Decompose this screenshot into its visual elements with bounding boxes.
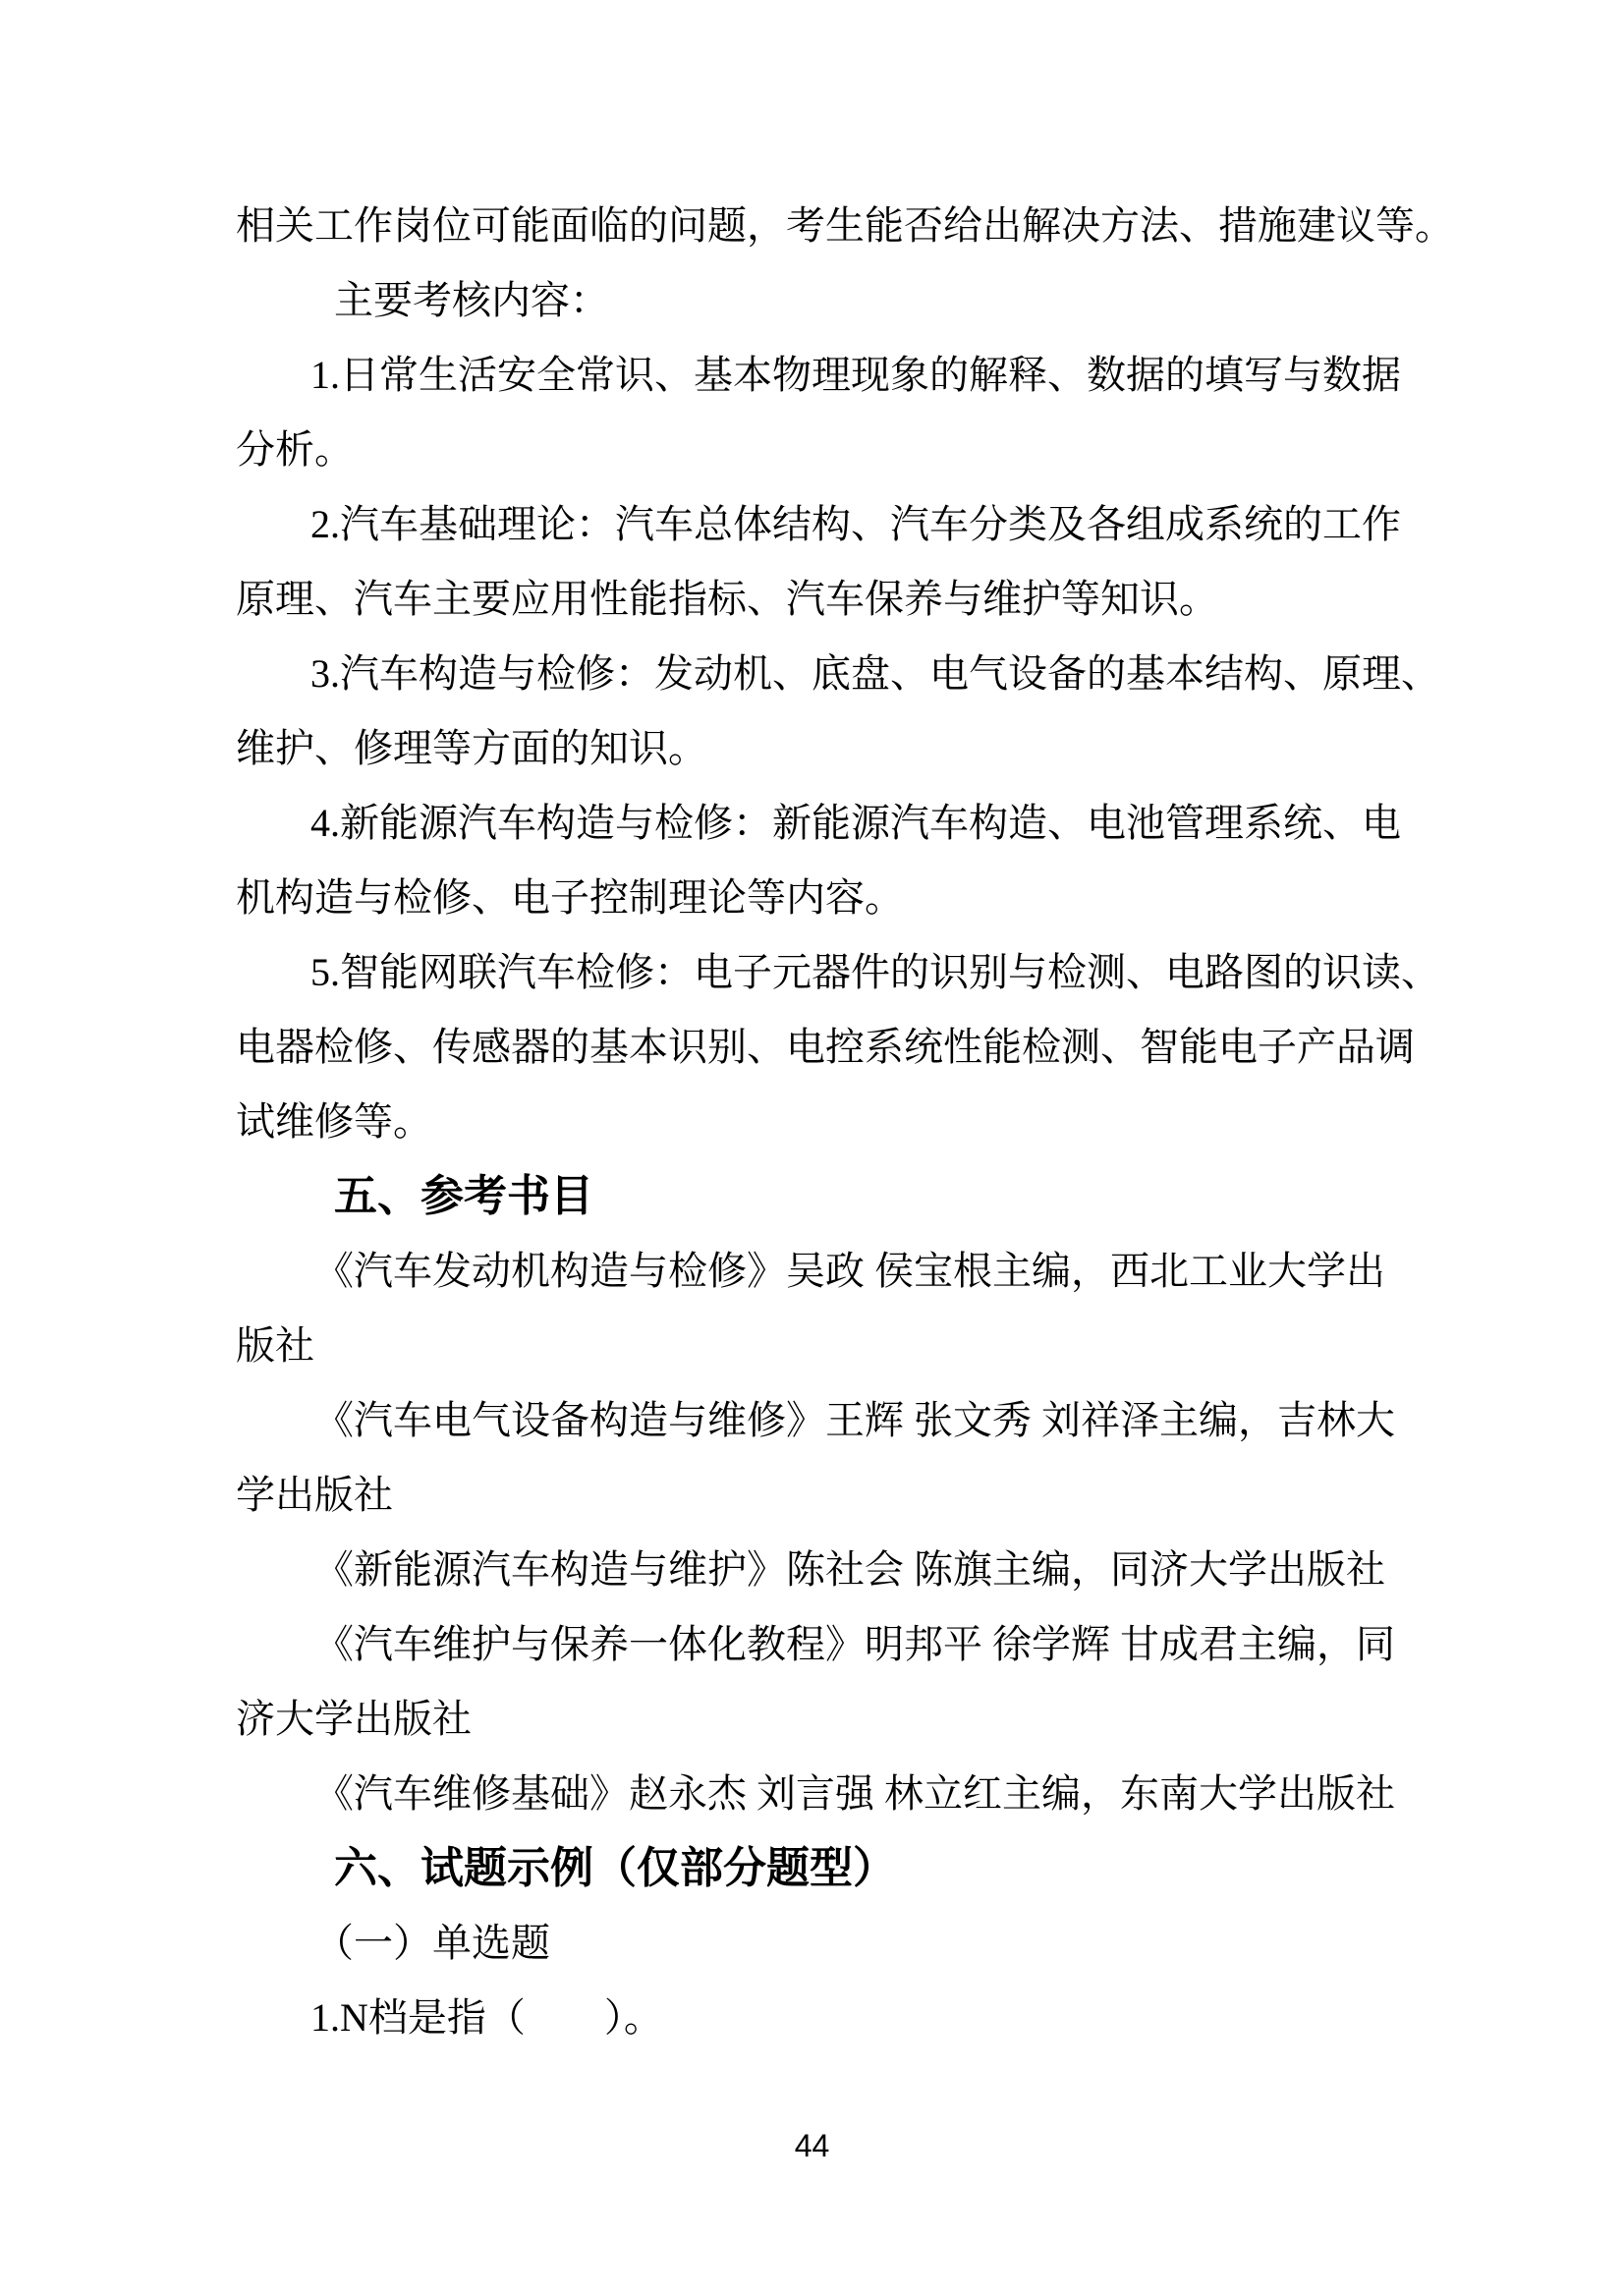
- text-line: 电器检修、传感器的基本识别、电控系统性能检测、智能电子产品调: [236, 1025, 1415, 1069]
- text-line: 1.N档是指（ ）。: [310, 1995, 663, 2040]
- text-line: 《汽车发动机构造与检修》吴政 侯宝根主编，西北工业大学出: [314, 1249, 1385, 1293]
- text-line: 分析。: [236, 427, 354, 472]
- text-line: 机构造与检修、电子控制理论等内容。: [236, 875, 904, 920]
- page-number: 44: [794, 2128, 830, 2163]
- text-line: 维护、修理等方面的知识。: [236, 726, 707, 770]
- heading-reference-books: 五、参考书目: [334, 1172, 593, 1220]
- text-line: （一）单选题: [314, 1921, 550, 1965]
- text-line: 主要考核内容：: [334, 278, 609, 322]
- text-line: 2.汽车基础理论：汽车总体结构、汽车分类及各组成系统的工作: [310, 502, 1401, 546]
- text-line: 4.新能源汽车构造与检修：新能源汽车构造、电池管理系统、电: [310, 801, 1401, 845]
- document-content: [236, 189, 1454, 2055]
- text-line: 学出版社: [236, 1473, 393, 1517]
- heading-sample-questions: 六、试题示例（仅部分题型）: [334, 1844, 896, 1892]
- text-line: 《汽车维修基础》赵永杰 刘言强 林立红主编，东南大学出版社: [314, 1771, 1395, 1816]
- text-line: 原理、汽车主要应用性能指标、汽车保养与维护等知识。: [236, 577, 1218, 621]
- text-line: 《新能源汽车构造与维护》陈社会 陈旗主编，同济大学出版社: [314, 1547, 1385, 1592]
- text-line: 1.日常生活安全常识、基本物理现象的解释、数据的填写与数据: [310, 353, 1401, 397]
- text-line: 《汽车电气设备构造与维修》王辉 张文秀 刘祥泽主编，吉林大: [314, 1398, 1395, 1442]
- text-line: 5.智能网联汽车检修：电子元器件的识别与检测、电路图的识读、: [310, 950, 1440, 994]
- text-line: 济大学出版社: [236, 1697, 472, 1741]
- text-line: 《汽车维护与保养一体化教程》明邦平 徐学辉 甘成君主编，同: [314, 1622, 1395, 1666]
- text-line: 3.汽车构造与检修：发动机、底盘、电气设备的基本结构、原理、: [310, 651, 1440, 696]
- text-line: 版社: [236, 1323, 314, 1368]
- text-line: 试维修等。: [236, 1099, 432, 1144]
- text-line: 相关工作岗位可能面临的问题，考生能否给出解决方法、措施建议等。: [236, 203, 1454, 248]
